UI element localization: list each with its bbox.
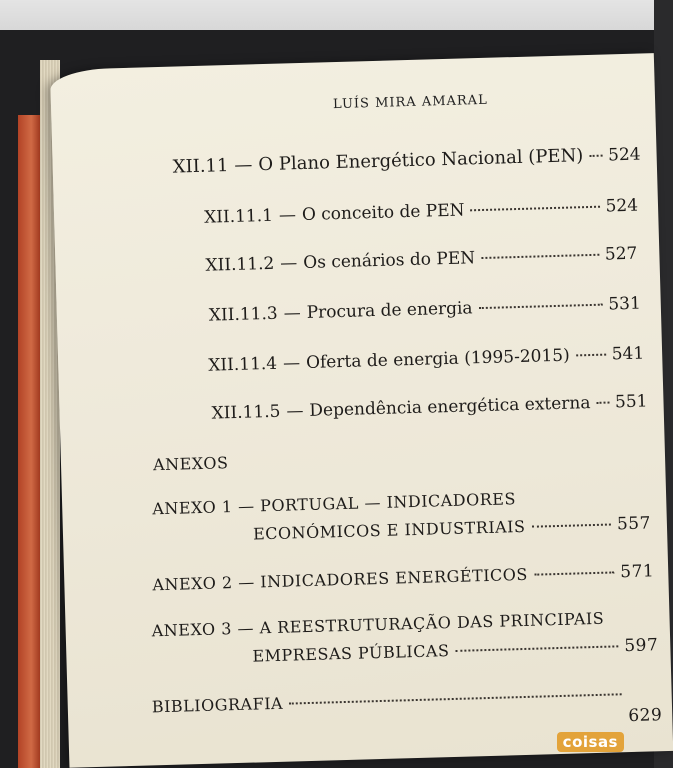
annex-label: ANEXO 1 — PORTUGAL — INDICADORES	[152, 489, 517, 519]
annex-page: 597	[624, 635, 659, 657]
annex-page: 557	[616, 513, 652, 535]
dot-leader	[289, 693, 622, 704]
toc-entry	[208, 344, 644, 376]
toc-page: 541	[611, 343, 645, 365]
annex-entry	[152, 561, 654, 595]
dot-leader	[534, 571, 615, 575]
dot-leader	[479, 304, 603, 309]
toc-code: XII.11.3	[208, 303, 278, 326]
annex-label-line2: ECONÓMICOS E INDUSTRIAIS	[252, 516, 526, 544]
annex-label: ANEXO 3 — A REESTRUTURAÇÃO DAS PRINCIPAIS	[151, 608, 605, 641]
red-bookmark-edge	[18, 115, 40, 768]
toc-code: XII.11.5	[211, 401, 281, 424]
bibliography-label: BIBLIOGRAFIA	[151, 693, 284, 717]
toc-code: XII.11.2	[205, 253, 275, 276]
running-head: LUÍS MIRA AMARAL	[332, 92, 488, 113]
toc-sep: —	[283, 303, 301, 324]
annexes-heading-text: ANEXOS	[152, 453, 229, 475]
dot-leader	[589, 155, 602, 157]
toc-code: XII.11.1	[203, 205, 274, 228]
toc-sep: —	[286, 401, 304, 422]
toc-sep: —	[280, 253, 298, 274]
toc-page: 524	[607, 144, 641, 166]
bibliography-page: 629	[628, 705, 663, 727]
toc-code: XII.11.4	[208, 353, 278, 376]
toc-sep: —	[234, 154, 253, 176]
toc-title: Dependência energética externa	[309, 393, 591, 421]
toc-page: 531	[608, 293, 642, 315]
toc-page: 551	[614, 391, 648, 413]
toc-entry	[211, 391, 647, 423]
toc-sep: —	[278, 205, 297, 226]
annexes-heading	[153, 453, 229, 474]
annex-label: ANEXO 2 — INDICADORES ENERGÉTICOS	[152, 564, 529, 595]
annex-entry-cont	[252, 635, 658, 666]
annex-label-line2: EMPRESAS PÚBLICAS	[252, 641, 450, 666]
annex-entry-cont	[253, 513, 651, 544]
toc-entry	[205, 244, 637, 276]
dot-leader	[576, 354, 606, 357]
toc-sep: —	[282, 353, 301, 374]
toc-title: Procura de energia	[306, 298, 473, 323]
toc-title: O Plano Energético Nacional (PEN)	[258, 145, 584, 176]
annex-entry	[152, 489, 516, 518]
annex-page: 571	[620, 561, 655, 583]
annex-entry	[151, 609, 604, 641]
dot-leader	[481, 254, 599, 259]
dot-leader	[596, 402, 609, 404]
toc-entry	[204, 196, 638, 228]
watermark-logo: coisas	[557, 732, 624, 752]
toc-page: 524	[605, 195, 639, 217]
toc-entry	[209, 294, 641, 326]
dot-leader	[470, 206, 599, 212]
toc-entry	[172, 144, 640, 178]
toc-code: XII.11	[172, 155, 229, 178]
toc-title: Oferta de energia (1995-2015)	[305, 345, 570, 373]
toc-title: O conceito de PEN	[301, 200, 465, 226]
dot-leader	[455, 645, 618, 652]
dot-leader	[531, 524, 611, 528]
bibliography-entry	[151, 683, 663, 727]
toc-page: 527	[604, 243, 638, 265]
book-page	[50, 53, 673, 768]
toc-title: Os cenários do PEN	[303, 248, 476, 273]
